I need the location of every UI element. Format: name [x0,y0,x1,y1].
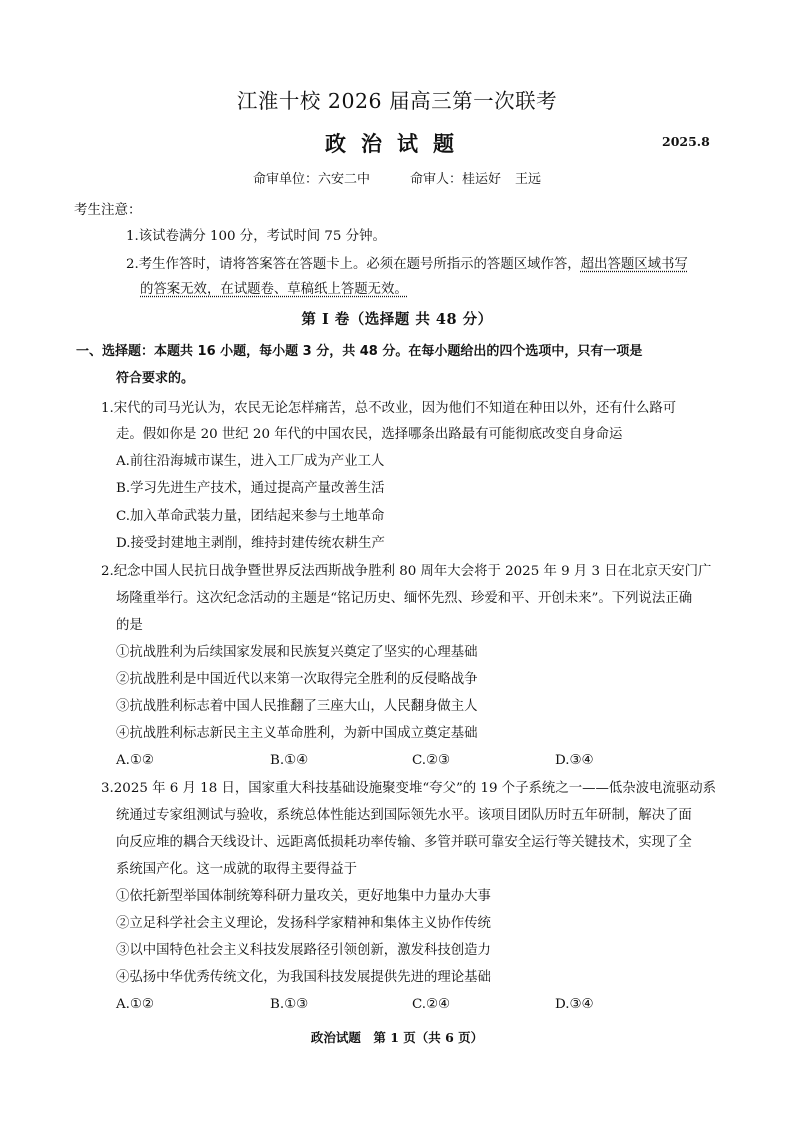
notice-heading: 考生注意： [74,202,142,218]
question-stem-line: 场隆重举行。这次纪念活动的主题是“铭记历史、缅怀先烈、珍爱和平、开创未来”。下列说法正确 [116,591,693,606]
statement-2: ②立足科学社会主义理论，发扬科学家精神和集体主义协作传统 [116,916,491,931]
section-instruction-line-2: 符合要求的。 [116,371,195,386]
statement-2: ②抗战胜利是中国近代以来第一次取得完全胜利的反侵略战争 [116,672,478,687]
choice-c: C.②③ [412,753,451,768]
question-stem-line: 2.纪念中国人民抗日战争暨世界反法西斯战争胜利 80 周年大会将于 2025 年 9 月 3 日在北京天安门广 [101,564,712,579]
question-stem-line: 1.宋代的司马光认为，农民无论怎样痛苦，总不改业，因为他们不知道在种田以外，还有什么路可 [101,401,677,416]
option-a: A.前往沿海城市谋生，进入工厂成为产业工人 [116,454,385,469]
statement-1: ①依托新型举国体制统筹科研力量攻关，更好地集中力量办大事 [116,889,491,904]
option-d: D.接受封建地主剥削，维持封建传统农耕生产 [116,536,385,551]
question-stem-line: 系统国产化。这一成就的取得主要得益于 [116,862,358,877]
notice-item-2-dotted: 超出答题区域书写 [580,257,688,272]
question-stem-line: 走。假如你是 20 世纪 20 年代的中国农民，选择哪条出路最有可能彻底改变自身命运 [116,427,623,442]
exam-main-title: 江淮十校 2026 届高三第一次联考 [236,89,558,113]
exam-date: 2025.8 [662,134,710,149]
notice-item-2-line-2: 的答案无效，在试题卷、草稿纸上答题无效。 [140,282,408,297]
choice-a: A.①② [116,997,154,1012]
statement-3: ③抗战胜利标志着中国人民推翻了三座大山，人民翻身做主人 [116,699,478,714]
statement-1: ①抗战胜利为后续国家发展和民族复兴奠定了坚实的心理基础 [116,645,478,660]
option-b: B.学习先进生产技术，通过提高产量改善生活 [116,481,385,496]
question-stem-line: 的是 [116,618,143,633]
option-c: C.加入革命武装力量，团结起来参与土地革命 [116,509,385,524]
question-stem-line: 3.2025 年 6 月 18 日，国家重大科技基础设施聚变堆“夸父”的 19 个子系统之一——低杂波电流驱动系 [101,781,716,796]
page-footer: 政治试题 第 1 页（共 6 页） [310,1030,484,1045]
notice-item-2-plain: 2.考生作答时，请将答案答在答题卡上。必须在题号所指示的答题区域作答， [126,257,581,272]
statement-4: ④弘扬中华优秀传统文化，为我国科技发展提供先进的理论基础 [116,970,491,985]
exam-subject-title: 政治试题 [325,131,469,156]
question-stem-line: 向反应堆的耦合天线设计、远距离低损耗功率传输、多管并联可靠安全运行等关键技术，实现了全 [116,835,692,850]
authors-line [0,168,794,187]
choice-d: D.③④ [555,997,594,1012]
statement-4: ④抗战胜利标志新民主主义革命胜利，为新中国成立奠定基础 [116,726,478,741]
author-reviewer: 命审人：桂运好 [409,172,501,187]
choice-b: B.①③ [270,997,309,1012]
author-unit: 命审单位：六安二中 [252,172,370,187]
author-reviewer-2: 王远 [515,172,542,187]
choice-c: C.②④ [412,997,451,1012]
choice-d: D.③④ [555,753,594,768]
choice-b: B.①④ [270,753,309,768]
section-title: 第 I 卷（选择题 共 48 分） [301,311,493,328]
notice-item-2-line-1 [126,256,688,274]
statement-3: ③以中国特色社会主义科技发展路径引领创新，激发科技创造力 [116,943,491,958]
section-instruction-line-1: 一、选择题：本题共 16 小题，每小题 3 分，共 48 分。在每小题给出的四个选项中，只有一项是 [76,344,643,359]
notice-item-1: 1.该试卷满分 100 分，考试时间 75 分钟。 [126,229,386,244]
choice-a: A.①② [116,753,154,768]
question-stem-line: 统通过专家组测试与验收，系统总体性能达到国际领先水平。该项目团队历时五年研制，解决了面 [116,808,692,823]
